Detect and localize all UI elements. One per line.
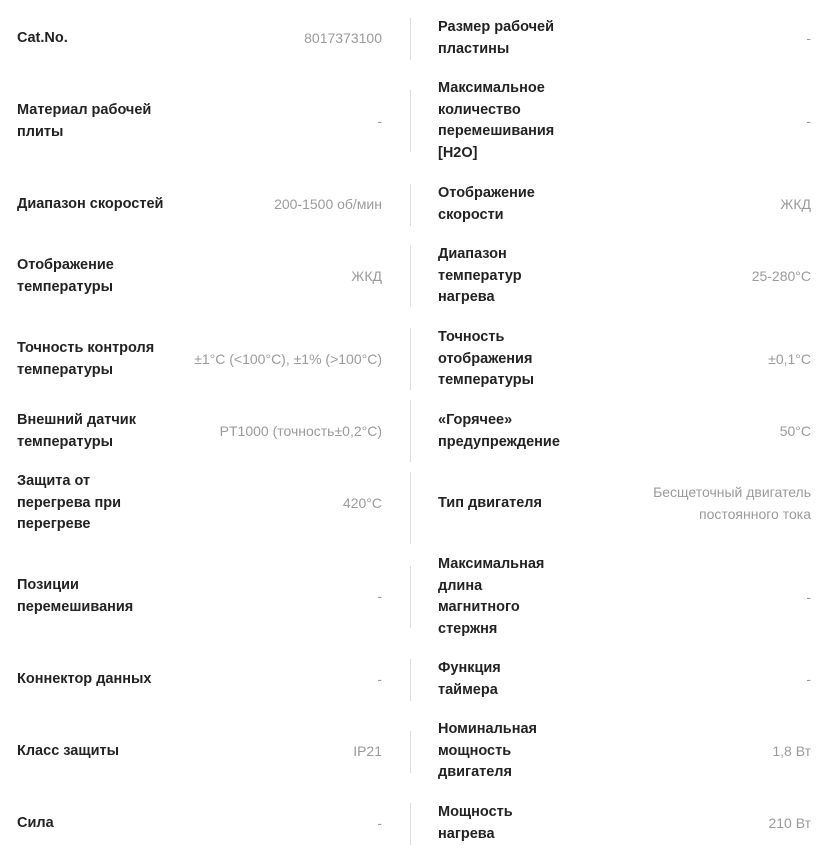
spec-row: [411, 78, 811, 166]
spec-label: Позиции перемешивания: [17, 577, 134, 615]
spec-row: [0, 813, 400, 835]
spec-row: [411, 719, 811, 785]
spec-row: [0, 194, 400, 216]
spec-value: -: [377, 671, 382, 687]
spec-label: Коннектор данных: [17, 671, 152, 687]
spec-label: Максимальная длина магнитного стержня: [438, 556, 545, 638]
spec-row: [0, 255, 400, 299]
spec-value: 420°С: [342, 495, 382, 511]
spec-value: ЖКД: [351, 268, 382, 284]
spec-row: [411, 554, 811, 642]
spec-value: 50°С: [779, 423, 811, 439]
spec-row: [0, 575, 400, 619]
spec-row: [411, 410, 811, 454]
spec-label: Защита от перегрева при перегреве: [17, 473, 122, 533]
spec-label: «Горячее» предупреждение: [438, 412, 560, 450]
spec-label: Внешний датчик температуры: [17, 412, 136, 450]
spec-label: Размер рабочей пластины: [438, 19, 555, 57]
spec-row: [411, 482, 811, 526]
spec-row: [411, 17, 811, 61]
spec-row: [411, 658, 811, 702]
spec-row: [411, 327, 811, 393]
spec-value: -: [377, 588, 382, 604]
spec-label: Тип двигателя: [438, 495, 542, 511]
spec-row: [0, 669, 400, 691]
spec-value: ±1°С (<100°С), ±1% (>100°С): [194, 351, 382, 367]
spec-value: Бесщеточный двигатель постоянного тока: [653, 484, 811, 522]
spec-label: Максимальное количество перемешивания [H2O]: [438, 80, 555, 162]
spec-row: [0, 471, 400, 537]
spec-value: 8017373100: [304, 30, 382, 46]
spec-row: [0, 338, 400, 382]
spec-label: Отображение скорости: [438, 185, 535, 223]
spec-label: Мощность нагрева: [438, 804, 513, 842]
spec-value: PT1000 (точность±0,2°С): [219, 423, 382, 439]
spec-label: Материал рабочей плиты: [17, 102, 152, 140]
spec-value: IP21: [353, 743, 382, 759]
spec-value: -: [377, 815, 382, 831]
spec-value: 1,8 Вт: [772, 743, 811, 759]
spec-row: [0, 410, 400, 454]
spec-label: Диапазон температур нагрева: [438, 246, 522, 306]
spec-row: [411, 802, 811, 846]
spec-value: 25-280°С: [751, 268, 811, 284]
spec-label: Отображение температуры: [17, 257, 114, 295]
spec-value: 210 Вт: [768, 815, 811, 831]
spec-label: Cat.No.: [17, 30, 68, 46]
spec-row: [0, 28, 400, 50]
spec-value: -: [806, 671, 811, 687]
spec-label: Диапазон скоростей: [17, 196, 164, 212]
spec-value: -: [377, 113, 382, 129]
spec-value: 200-1500 об/мин: [274, 196, 382, 212]
spec-label: Класс защиты: [17, 743, 119, 759]
spec-row: [0, 100, 400, 144]
spec-value: -: [806, 113, 811, 129]
spec-label: Сила: [17, 815, 54, 831]
spec-value: ±0,1°С: [768, 351, 811, 367]
spec-label: Функция таймера: [438, 660, 501, 698]
spec-value: -: [806, 30, 811, 46]
spec-value: -: [806, 589, 811, 605]
spec-row: [411, 183, 811, 227]
spec-label: Номинальная мощность двигателя: [438, 721, 538, 781]
spec-value: ЖКД: [780, 196, 811, 212]
spec-label: Точность отображения температуры: [438, 329, 535, 389]
spec-label: Точность контроля температуры: [17, 340, 155, 378]
spec-row: [0, 741, 400, 763]
spec-row: [411, 244, 811, 310]
